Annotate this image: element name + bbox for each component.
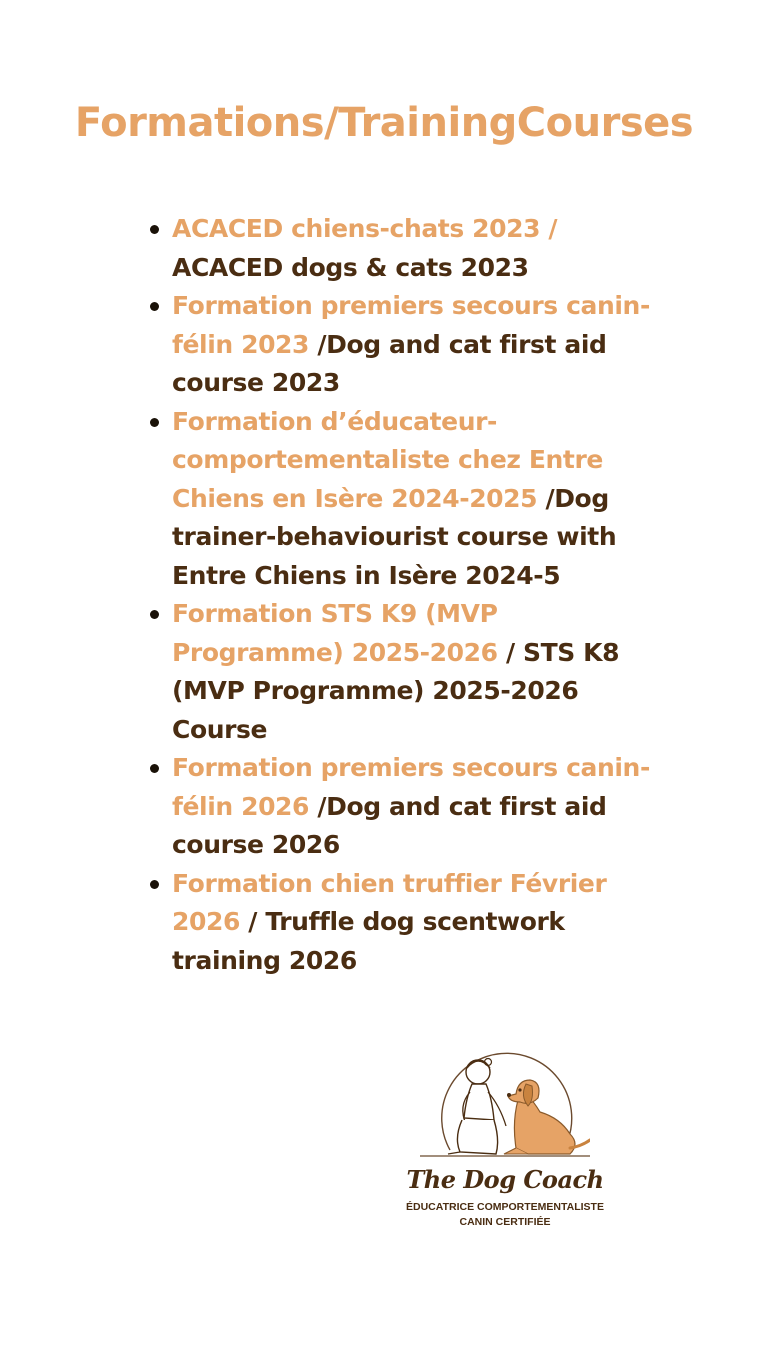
course-title-en: / STS K8 (MVP Programme) 2025-2026 Course — [172, 637, 620, 744]
logo-tagline — [400, 1200, 610, 1230]
course-title-fr: Formation premiers secours canin-félin 2026 — [172, 753, 650, 821]
course-item-3 — [172, 403, 652, 596]
course-title-fr: Formation STS K9 (MVP Programme) 2025-2026 — [172, 599, 498, 667]
course-title-fr: Formation chien truffier Février 2026 — [172, 868, 607, 936]
course-title-en: /Dog trainer-behaviourist course with Entre Chiens in Isère 2024-5 — [172, 483, 617, 590]
brand-logo — [400, 1040, 610, 1240]
logo-tagline-line2: CANIN CERTIFIÉE — [459, 1216, 551, 1228]
course-item-2 — [172, 287, 652, 403]
course-title-en: /Dog and cat first aid course 2023 — [172, 329, 607, 397]
woman-with-dog-icon — [420, 1040, 590, 1170]
course-title-fr: ACACED chiens-chats 2023 / — [172, 214, 558, 243]
course-title-en: /Dog and cat first aid course 2026 — [172, 791, 607, 859]
course-list — [172, 210, 652, 980]
course-item-4 — [172, 595, 652, 749]
course-title-fr: Formation d’éducateur-comportementaliste chez Entre Chiens en Isère 2024-2025 — [172, 406, 603, 513]
page-title: Formations/TrainingCourses — [74, 100, 694, 146]
logo-brand-name: The Dog Coach — [406, 1165, 604, 1194]
course-title-fr: Formation premiers secours canin-félin 2023 — [172, 291, 650, 359]
course-item-1 — [172, 210, 652, 287]
course-title-en: / Truffle dog scentwork training 2026 — [172, 907, 565, 975]
course-title-en: ACACED dogs & cats 2023 — [172, 252, 529, 282]
course-item-6 — [172, 865, 652, 981]
logo-tagline-line1: ÉDUCATRICE COMPORTEMENTALISTE — [406, 1201, 604, 1213]
course-item-5 — [172, 749, 652, 865]
